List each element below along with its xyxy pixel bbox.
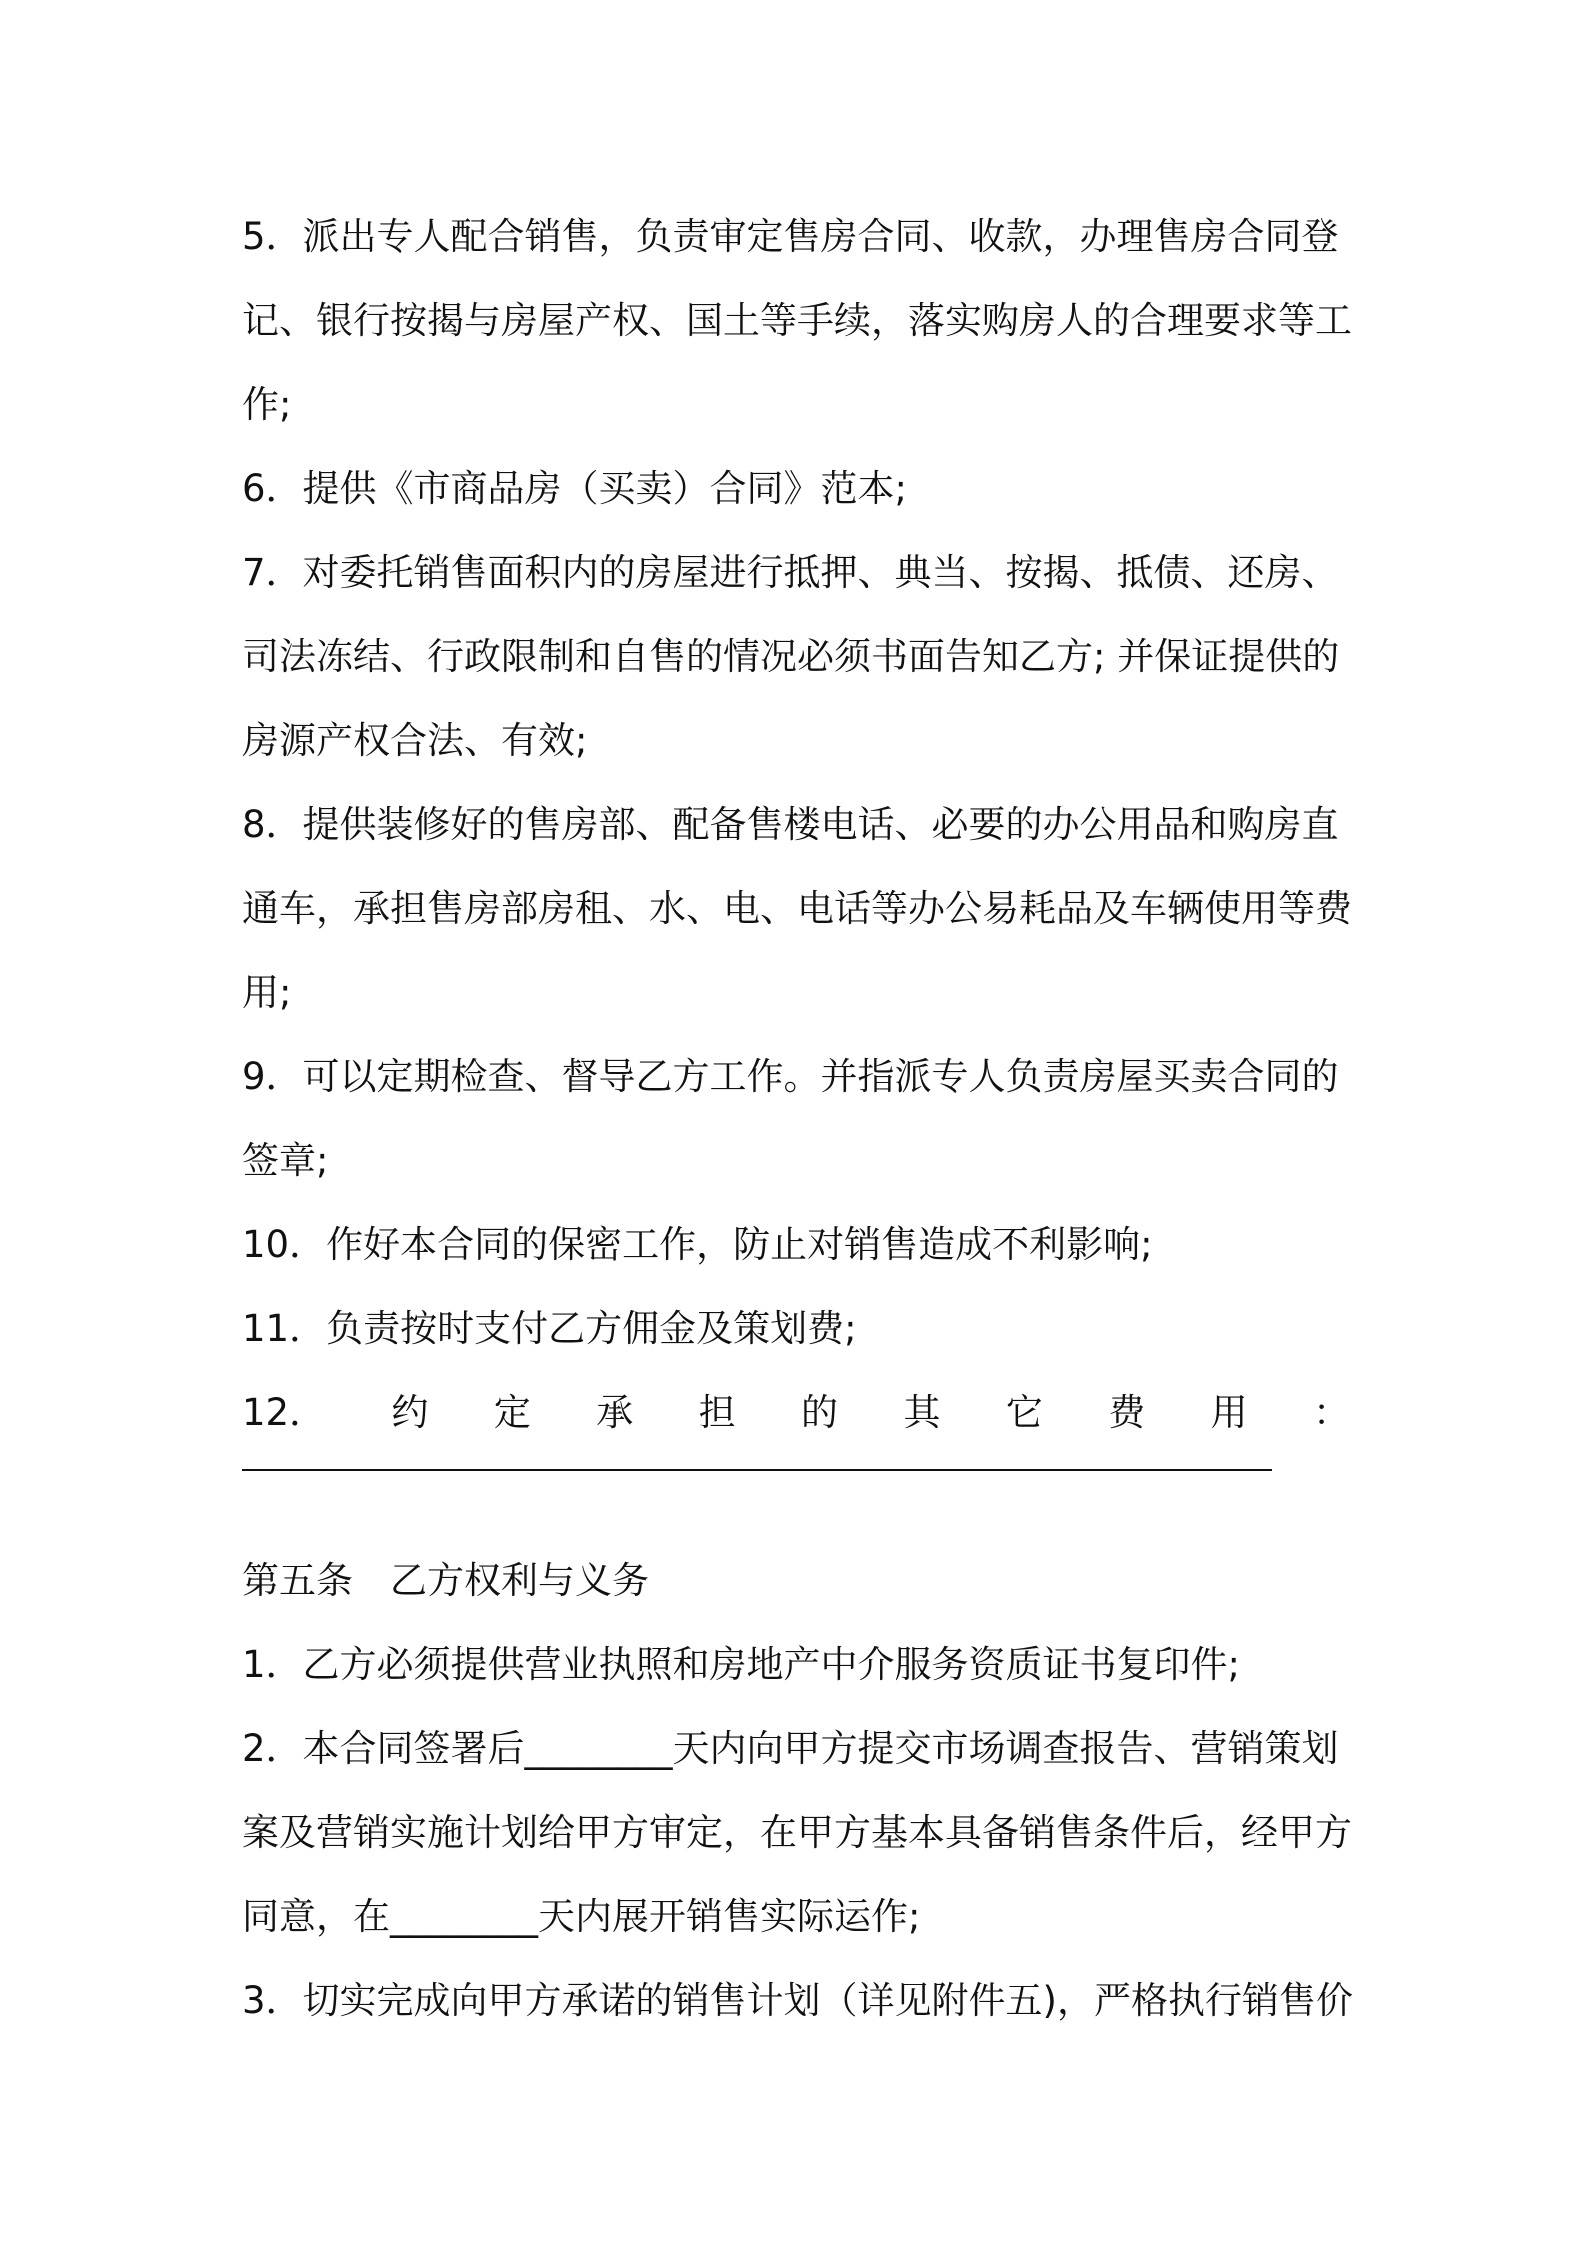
text-line: 同意，在________天内展开销售实际运作; bbox=[242, 1895, 921, 1938]
text-line: 8．提供装修好的售房部、配备售楼电话、必要的办公用品和购房直 bbox=[242, 803, 1339, 846]
item-12-part: ： bbox=[1313, 1391, 1350, 1434]
text-line: 11．负责按时支付乙方佣金及策划费; bbox=[242, 1307, 857, 1350]
text-line: 签章; bbox=[242, 1139, 329, 1182]
contract-text bbox=[242, 195, 1353, 2043]
item-12-part: 它 bbox=[1005, 1391, 1043, 1434]
item-12-part: 约 bbox=[391, 1391, 429, 1434]
text-line: 9．可以定期检查、督导乙方工作。并指派专人负责房屋买卖合同的 bbox=[242, 1055, 1339, 1098]
item-12-part: 承 bbox=[596, 1391, 634, 1434]
text-line: 记、银行按揭与房屋产权、国土等手续，落实购房人的合理要求等工 bbox=[242, 299, 1352, 342]
text-line: 用; bbox=[242, 971, 292, 1014]
text-line: 2．本合同签署后________天内向甲方提交市场调查报告、营销策划 bbox=[242, 1727, 1339, 1770]
text-line: 1．乙方必须提供营业执照和房地产中介服务资质证书复印件; bbox=[242, 1643, 1241, 1686]
text-line: 通车，承担售房部房租、水、电、电话等办公易耗品及车辆使用等费 bbox=[242, 887, 1352, 930]
item-12-part: 的 bbox=[801, 1391, 839, 1434]
text-line: 5．派出专人配合销售，负责审定售房合同、收款，办理售房合同登 bbox=[242, 215, 1339, 258]
text-line: 作; bbox=[242, 383, 292, 426]
item-12-line bbox=[242, 1371, 1350, 1455]
item-12-part: 担 bbox=[698, 1391, 736, 1434]
blank-underline bbox=[242, 1469, 1272, 1471]
text-line: 房源产权合法、有效; bbox=[242, 719, 588, 762]
text-line: 案及营销实施计划给甲方审定，在甲方基本具备销售条件后，经甲方 bbox=[242, 1811, 1352, 1854]
item-12-part: 其 bbox=[903, 1391, 941, 1434]
item-12-part: 定 bbox=[493, 1391, 531, 1434]
item-12-part: 费 bbox=[1108, 1391, 1146, 1434]
text-line: 司法冻结、行政限制和自售的情况必须书面告知乙方; 并保证提供的 bbox=[242, 635, 1340, 678]
section-heading: 第五条 乙方权利与义务 bbox=[242, 1559, 649, 1602]
blank-fill-line bbox=[242, 1455, 1350, 1539]
item-12-part: 用 bbox=[1210, 1391, 1248, 1434]
text-line: 10．作好本合同的保密工作，防止对销售造成不利影响; bbox=[242, 1223, 1153, 1266]
item-12-part: 12． bbox=[242, 1391, 327, 1434]
text-line: 7．对委托销售面积内的房屋进行抵押、典当、按揭、抵债、还房、 bbox=[242, 551, 1339, 594]
text-line: 3．切实完成向甲方承诺的销售计划（详见附件五)，严格执行销售价 bbox=[242, 1979, 1353, 2022]
text-line: 6．提供《市商品房（买卖）合同》范本; bbox=[242, 467, 908, 510]
